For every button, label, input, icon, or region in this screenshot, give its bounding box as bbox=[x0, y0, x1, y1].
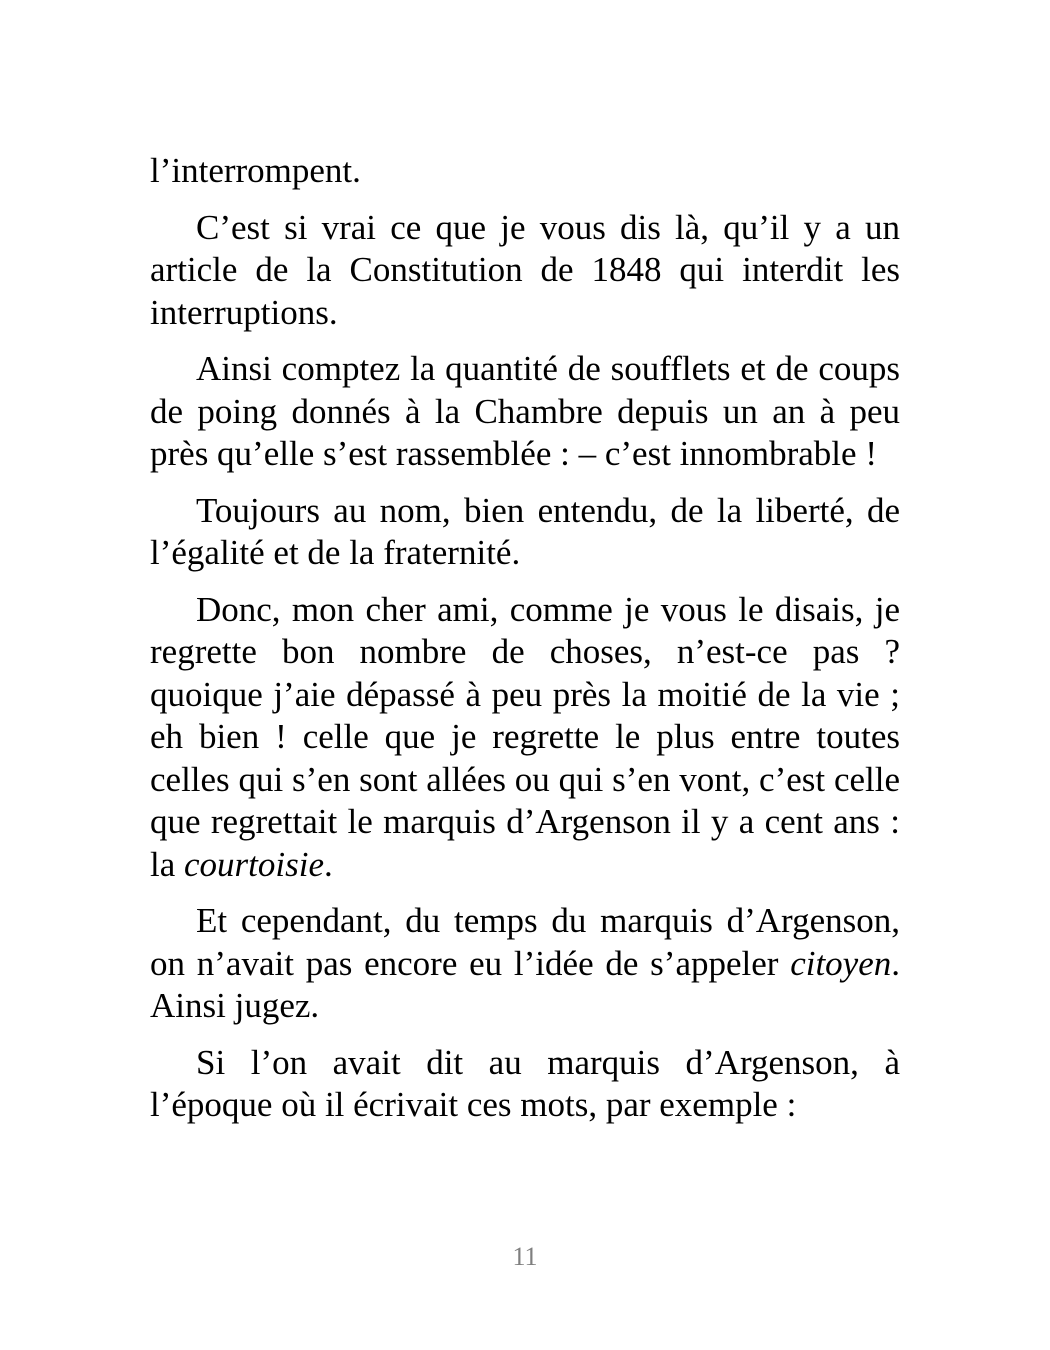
paragraph-6-end: . Ainsi jugez. bbox=[150, 943, 900, 1025]
page-number: 11 bbox=[512, 1242, 538, 1271]
paragraph-5-end: . bbox=[324, 844, 333, 884]
paragraph-7: Si l’on avait dit au marquis d’Argenson, à l’époque où il écrivait ces mots, par exemple : bbox=[150, 1042, 900, 1124]
paragraph-5-text: Donc, mon cher ami, comme je vous le disais, je regrette bon nombre de choses, n’est-ce pas ? quoique j’aie dépassé à peu près la moitié de la vie ; eh bien ! celle que je regrette le plus entre toutes celles qui s’en sont allées ou qui s’en vont, c’est celle que regrettait le marquis d’Argenson il y a cent ans : la bbox=[150, 589, 900, 884]
paragraph-6-text: Et cependant, du temps du marquis d’Argenson, on n’avait pas encore eu l’idée de s’appeler bbox=[150, 901, 900, 983]
paragraph-2: C’est si vrai ce que je vous dis là, qu’il y a un article de la Constitution de 1848 qui interdit les interruptions. bbox=[150, 207, 900, 332]
paragraph-4: Toujours au nom, bien entendu, de la liberté, de l’égalité et de la fraternité. bbox=[150, 490, 900, 572]
page-body bbox=[150, 150, 900, 1127]
paragraph-6 bbox=[150, 900, 900, 1028]
paragraph-1: l’interrompent. bbox=[150, 151, 361, 190]
paragraph-3: Ainsi comptez la quantité de soufflets et de coups de poing donnés à la Chambre depuis un an à peu près qu’elle s’est rassemblée : – c’est innombrable ! bbox=[150, 349, 900, 473]
emphasis-citoyen: citoyen bbox=[790, 943, 892, 983]
paragraph-5 bbox=[150, 589, 900, 887]
emphasis-courtoisie: courtoisie bbox=[184, 844, 324, 884]
